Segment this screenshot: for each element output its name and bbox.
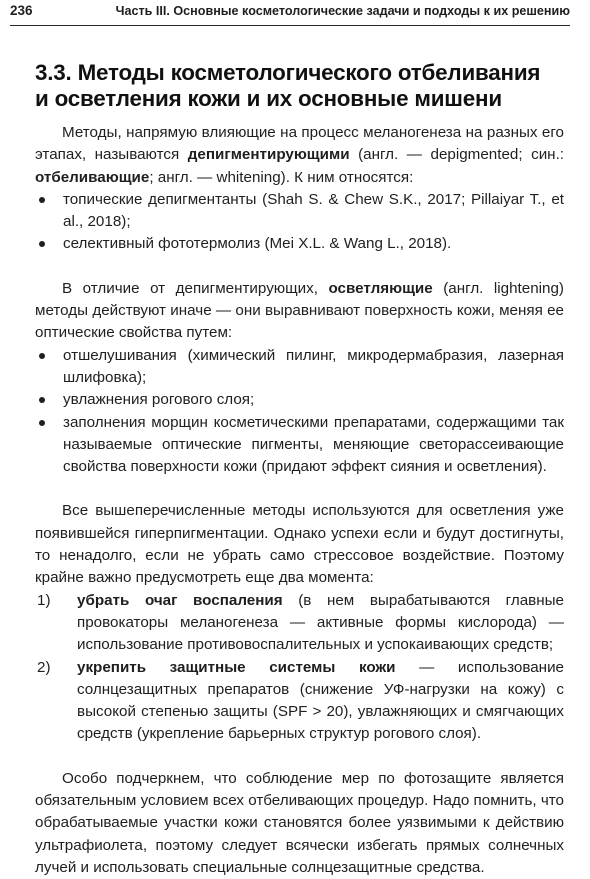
section-heading xyxy=(35,60,564,112)
section-heading-line2: и осветления кожи и их основные мишени xyxy=(35,86,502,111)
term-lightening: осветляющие xyxy=(328,279,433,297)
paragraph-lightening: В отличие от депигментирующих, осветляющие (англ. lightening) методы действуют иначе — они выравнивают поверхность кожи, меняя ее оптические свойства путем: xyxy=(35,279,564,342)
list-item: селективный фототермолиз (Mei X.L. & Wang L., 2018). xyxy=(35,233,564,255)
page-number: 236 xyxy=(10,3,33,18)
running-title: Часть III. Основные косметологические задачи и подходы к их решению xyxy=(115,4,570,18)
term-skin-protection: укрепить защитные системы кожи xyxy=(77,658,396,676)
list-item: 1) убрать очаг воспаления (в нем вырабатываются главные провокаторы меланогенеза — активные формы кислорода) — использование противовоспалительных и успокаивающих средств; xyxy=(37,591,564,654)
section-heading-line1: 3.3. Методы косметологического отбеливания xyxy=(35,60,541,85)
paragraph-depigmenting: Методы, напрямую влияющие на процесс меланогенеза на разных его этапах, называются депигментирующими (англ. — depigmented; син.: отбеливающие; англ. — whitening). К ним относятся: xyxy=(35,124,565,186)
term-whitening: отбеливающие xyxy=(35,168,150,186)
running-header xyxy=(10,0,570,26)
bullet-icon xyxy=(39,397,45,403)
depigmenting-methods-list xyxy=(35,189,564,256)
bullet-icon xyxy=(39,241,45,247)
list-item: 2) укрепить защитные системы кожи — использование солнцезащитных препаратов (снижение УФ-нагрузки на кожу) с высокой степенью защиты (SPF > 20), увлажняющих и смягчающих средств (укрепление барьерных структур рогового слоя). xyxy=(37,658,565,743)
paragraph-photoprotection: Особо подчеркнем, что соблюдение мер по фотозащите является обязательным условием всех отбеливающих процедур. Надо помнить, что обрабатываемые участки кожи становятся более уязвимыми к действию ультрафиолета, поэтому следует всячески избегать прямых солнечных лучей и использовать специальные солнцезащитные средства. xyxy=(35,769,564,876)
list-item: отшелушивания (химический пилинг, микродермабразия, лазерная шлифовка); xyxy=(35,345,564,390)
list-item: заполнения морщин косметическими препаратами, содержащими так называемые оптические пигменты, меняющие светорассеивающие свойства поверхности кожи (придают эффект сияния и осветления). xyxy=(35,412,564,479)
bullet-icon xyxy=(39,420,45,426)
lightening-methods-list xyxy=(35,345,564,479)
paragraph-hyperpigmentation: Все вышеперечисленные методы используются для осветления уже появившейся гиперпигментации. Однако успехи если и будут достигнуты, то ненадолго, если не убрать само стрессовое воздействие. Поэтому крайне важно предусмотреть еще два момента: xyxy=(35,502,564,587)
term-depigmenting: депигментирующими xyxy=(187,146,350,164)
list-item: топические депигментанты (Shah S. & Chew S.K., 2017; Pillaiyar T., et al., 2018); xyxy=(35,189,564,234)
list-item: увлажнения рогового слоя; xyxy=(35,389,564,411)
bullet-icon xyxy=(39,197,45,203)
bullet-icon xyxy=(39,353,45,359)
key-points-list xyxy=(35,590,564,746)
term-inflammation: убрать очаг воспаления xyxy=(77,591,283,609)
